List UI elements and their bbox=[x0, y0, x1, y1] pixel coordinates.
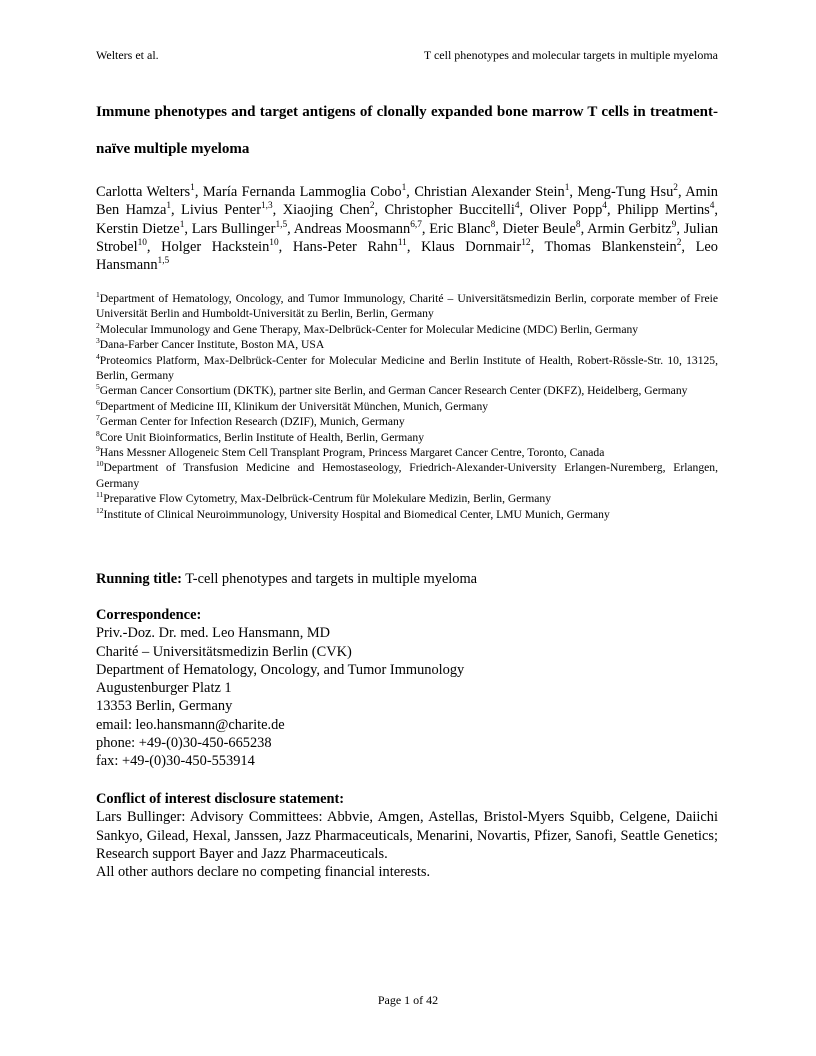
correspondence-line: 13353 Berlin, Germany bbox=[96, 698, 233, 715]
page-number: Page 1 of 42 bbox=[377, 993, 439, 1007]
author bbox=[294, 221, 422, 237]
affiliation-text: German Cancer Consortium (DKTK), partner site Berlin, and German Cancer Research Center (DKFZ), Heidelberg, Germany bbox=[99, 384, 688, 398]
author-name: Armin Gerbitz bbox=[587, 220, 672, 237]
affiliation-number: 12 bbox=[96, 505, 104, 515]
author bbox=[587, 221, 676, 237]
affiliation-text: Preparative Flow Cytometry, Max-Delbrück-Centrum für Molekulare Medizin, Berlin, Germany bbox=[103, 492, 552, 506]
author-affiliation-mark: 4 bbox=[709, 201, 715, 212]
affiliation-number: 11 bbox=[96, 490, 104, 500]
correspondence-line: Priv.-Doz. Dr. med. Leo Hansmann, MD bbox=[96, 625, 331, 642]
affiliation-number: 4 bbox=[96, 351, 100, 361]
affiliation-item bbox=[96, 353, 718, 384]
author-affiliation-mark: 1 bbox=[166, 201, 172, 212]
affiliation-item bbox=[96, 491, 718, 506]
author-name: Holger Hackstein bbox=[161, 238, 270, 255]
author bbox=[414, 184, 569, 200]
author-affiliation-mark: 8 bbox=[490, 219, 496, 230]
conflict-of-interest-section bbox=[96, 790, 718, 881]
affiliation-number: 5 bbox=[96, 382, 100, 392]
author-affiliation-mark: 1,5 bbox=[157, 256, 170, 267]
author bbox=[385, 202, 520, 218]
author-name: Klaus Dornmair bbox=[421, 238, 522, 255]
author-affiliation-mark: 1 bbox=[179, 219, 185, 230]
author-affiliation-mark: 1,3 bbox=[260, 201, 273, 212]
affiliation-text: Hans Messner Allogeneic Stem Cell Transplant Program, Princess Margaret Cancer Centre, Toronto, Canada bbox=[99, 446, 605, 460]
affiliation-number: 10 bbox=[96, 459, 104, 469]
affiliation-text: Dana-Farber Cancer Institute, Boston MA, USA bbox=[99, 338, 325, 352]
affiliation-text: German Center for Infection Research (DZIF), Munich, Germany bbox=[99, 415, 405, 429]
author bbox=[293, 239, 407, 255]
author bbox=[577, 184, 678, 200]
author-affiliation-mark: 2 bbox=[369, 201, 375, 212]
author-name: Lars Bullinger bbox=[191, 220, 276, 237]
affiliation-text: Molecular Immunology and Gene Therapy, Max-Delbrück-Center for Molecular Medicine (MDC) Berlin, Germany bbox=[99, 322, 639, 336]
author bbox=[203, 184, 406, 200]
affiliation-text: Department of Hematology, Oncology, and Tumor Immunology, Charité – Universitätsmedizin Berlin, corporate member of Freie Universität Berlin and Humboldt-Universität zu Berlin, Berlin, Germany bbox=[96, 292, 718, 321]
author-name: Oliver Popp bbox=[529, 202, 603, 219]
author-name: Meng-Tung Hsu bbox=[577, 184, 674, 200]
affiliation-item bbox=[96, 383, 718, 398]
correspondence-line: Augustenburger Platz 1 bbox=[96, 680, 232, 697]
header-running-title: T cell phenotypes and molecular targets in multiple myeloma bbox=[423, 48, 718, 62]
affiliation-item bbox=[96, 322, 718, 337]
author-affiliation-mark: 1 bbox=[190, 183, 195, 194]
author bbox=[421, 239, 531, 255]
header-authors: Welters et al. bbox=[96, 48, 159, 62]
conflict-label: Conflict of interest disclosure statement: bbox=[96, 791, 345, 807]
correspondence-label: Correspondence: bbox=[96, 607, 202, 623]
conflict-text: Lars Bullinger: Advisory Committees: Abbvie, Amgen, Astellas, Bristol-Myers Squibb, Celgene, Daiichi Sankyo, Gilead, Hexal, Janssen, Jazz Pharmaceuticals, Menarini, Novartis, Pfizer, Sanofi, Seattle Genetics; Research support Bayer and Jazz Pharmaceuticals. bbox=[96, 809, 718, 862]
author-name: Christian Alexander Stein bbox=[414, 184, 565, 200]
author-name: Christopher Buccitelli bbox=[384, 202, 515, 219]
author bbox=[545, 239, 682, 255]
author-name: Dieter Beule bbox=[502, 220, 576, 237]
affiliation-text: Department of Transfusion Medicine and Hemostaseology, Friedrich-Alexander-University Erlangen-Nuremberg, Erlangen, Germany bbox=[96, 461, 718, 490]
author-affiliation-mark: 4 bbox=[514, 201, 520, 212]
affiliation-item bbox=[96, 460, 718, 491]
author-affiliation-mark: 9 bbox=[671, 219, 677, 230]
running-title-text: T-cell phenotypes and targets in multiple myeloma bbox=[181, 571, 478, 587]
affiliation-number: 9 bbox=[96, 444, 100, 454]
affiliation-number: 6 bbox=[96, 397, 100, 407]
affiliation-item bbox=[96, 445, 718, 460]
affiliation-number: 1 bbox=[96, 290, 100, 300]
author bbox=[429, 221, 495, 237]
affiliation-number: 7 bbox=[96, 413, 100, 423]
author-affiliation-mark: 2 bbox=[676, 238, 682, 249]
author-name: Hans-Peter Rahn bbox=[292, 238, 398, 255]
affiliation-number: 3 bbox=[96, 336, 100, 346]
affiliation-item bbox=[96, 399, 718, 414]
author-name: Xiaojing Chen bbox=[282, 202, 370, 219]
affiliation-item bbox=[96, 430, 718, 445]
author-affiliation-mark: 1 bbox=[564, 183, 570, 194]
affiliation-list bbox=[96, 291, 718, 522]
affiliation-text: Institute of Clinical Neuroimmunology, University Hospital and Biomedical Center, LMU Munich, Germany bbox=[103, 507, 610, 521]
author-affiliation-mark: 4 bbox=[602, 201, 607, 212]
author bbox=[96, 184, 195, 200]
author-affiliation-mark: 11 bbox=[397, 238, 407, 249]
author bbox=[530, 202, 607, 218]
correspondence-line: Department of Hematology, Oncology, and Tumor Immunology bbox=[96, 661, 465, 678]
conflict-text-others: All other authors declare no competing financial interests. bbox=[96, 864, 431, 881]
correspondence-line: Charité – Universitätsmedizin Berlin (CVK) bbox=[96, 643, 352, 660]
correspondence-line: email: leo.hansmann@charite.de bbox=[96, 716, 285, 733]
affiliation-text: Proteomics Platform, Max-Delbrück-Center for Molecular Medicine and Berlin Institute of Health, Robert-Rössle-Str. 10, 13125, Berlin, Germany bbox=[96, 353, 718, 383]
author-affiliation-mark: 1,5 bbox=[275, 219, 288, 230]
affiliation-item bbox=[96, 337, 718, 352]
author-name: Philipp Mertins bbox=[616, 202, 710, 219]
running-title-label: Running title: bbox=[96, 571, 182, 587]
correspondence-line: fax: +49-(0)30-450-553914 bbox=[96, 753, 255, 770]
affiliation-text: Core Unit Bioinformatics, Berlin Institute of Health, Berlin, Germany bbox=[99, 430, 424, 444]
author bbox=[283, 202, 375, 218]
affiliation-number: 8 bbox=[96, 428, 100, 438]
author-name: Carlotta Welters bbox=[96, 184, 191, 200]
correspondence-line: phone: +49-(0)30-450-665238 bbox=[96, 735, 272, 752]
affiliation-number: 2 bbox=[96, 320, 100, 330]
author-affiliation-mark: 2 bbox=[673, 183, 678, 194]
author bbox=[181, 202, 273, 218]
author bbox=[617, 202, 714, 218]
affiliation-item bbox=[96, 507, 718, 522]
author-name: Andreas Moosmann bbox=[293, 220, 411, 237]
author-affiliation-mark: 1 bbox=[401, 183, 407, 194]
running-title-section bbox=[96, 570, 718, 588]
paper-title: Immune phenotypes and target antigens of clonally expanded bone marrow T cells in treatment-naïve multiple myeloma bbox=[96, 104, 718, 157]
author bbox=[503, 221, 581, 237]
author-name: Julian Strobel bbox=[96, 220, 719, 255]
author bbox=[192, 221, 287, 237]
author-name: Livius Penter bbox=[181, 202, 261, 219]
author-name: Eric Blanc bbox=[429, 220, 491, 237]
author bbox=[96, 221, 184, 237]
author-name: Amin Ben Hamza bbox=[96, 184, 718, 219]
author-affiliation-mark: 8 bbox=[575, 219, 581, 230]
author-affiliation-mark: 6,7 bbox=[410, 219, 422, 230]
author-name: Kerstin Dietze bbox=[96, 220, 180, 237]
author-name: Thomas Blankenstein bbox=[544, 238, 677, 255]
author-affiliation-mark: 10 bbox=[137, 238, 147, 249]
affiliation-item bbox=[96, 291, 718, 322]
author bbox=[161, 239, 278, 255]
author-affiliation-mark: 12 bbox=[521, 238, 531, 249]
affiliation-text: Department of Medicine III, Klinikum der Universität München, Munich, Germany bbox=[99, 399, 489, 413]
author-list: Carlotta Welters$^1$, María Fernanda Lammoglia Cobo$^1$, Christian Alexander Stein$^1$, Meng-Tung Hsu$^2$, Amin Ben Hamza$^1$, Livius Penter$^{1,3}$, Xiaojing Chen$^2$, Christopher Buccitelli$^4$, Oliver Popp$^4$, Philipp Mertins$^4$, Kerstin Dietze$^1$, Lars Bullinger$^{1,5}$, Andreas Moosmann$^{6,7}$, Eric Blanc$^8$, Dieter Beule$^8$, Armin Gerbitz$^9$, Julian Strobel$^{10}$, Holger Hackstein$^{10}$, Hans-Peter Rahn$^{11}$, Klaus Dornmair$^{12}$, Thomas Blankenstein$^2$, Leo Hansmann$^{1,5}$ bbox=[96, 183, 719, 274]
affiliation-item bbox=[96, 414, 718, 429]
correspondence-section bbox=[96, 606, 718, 771]
author-name: María Fernanda Lammoglia Cobo bbox=[202, 184, 402, 200]
author-name: Leo Hansmann bbox=[96, 238, 718, 274]
author-affiliation-mark: 10 bbox=[269, 238, 279, 249]
